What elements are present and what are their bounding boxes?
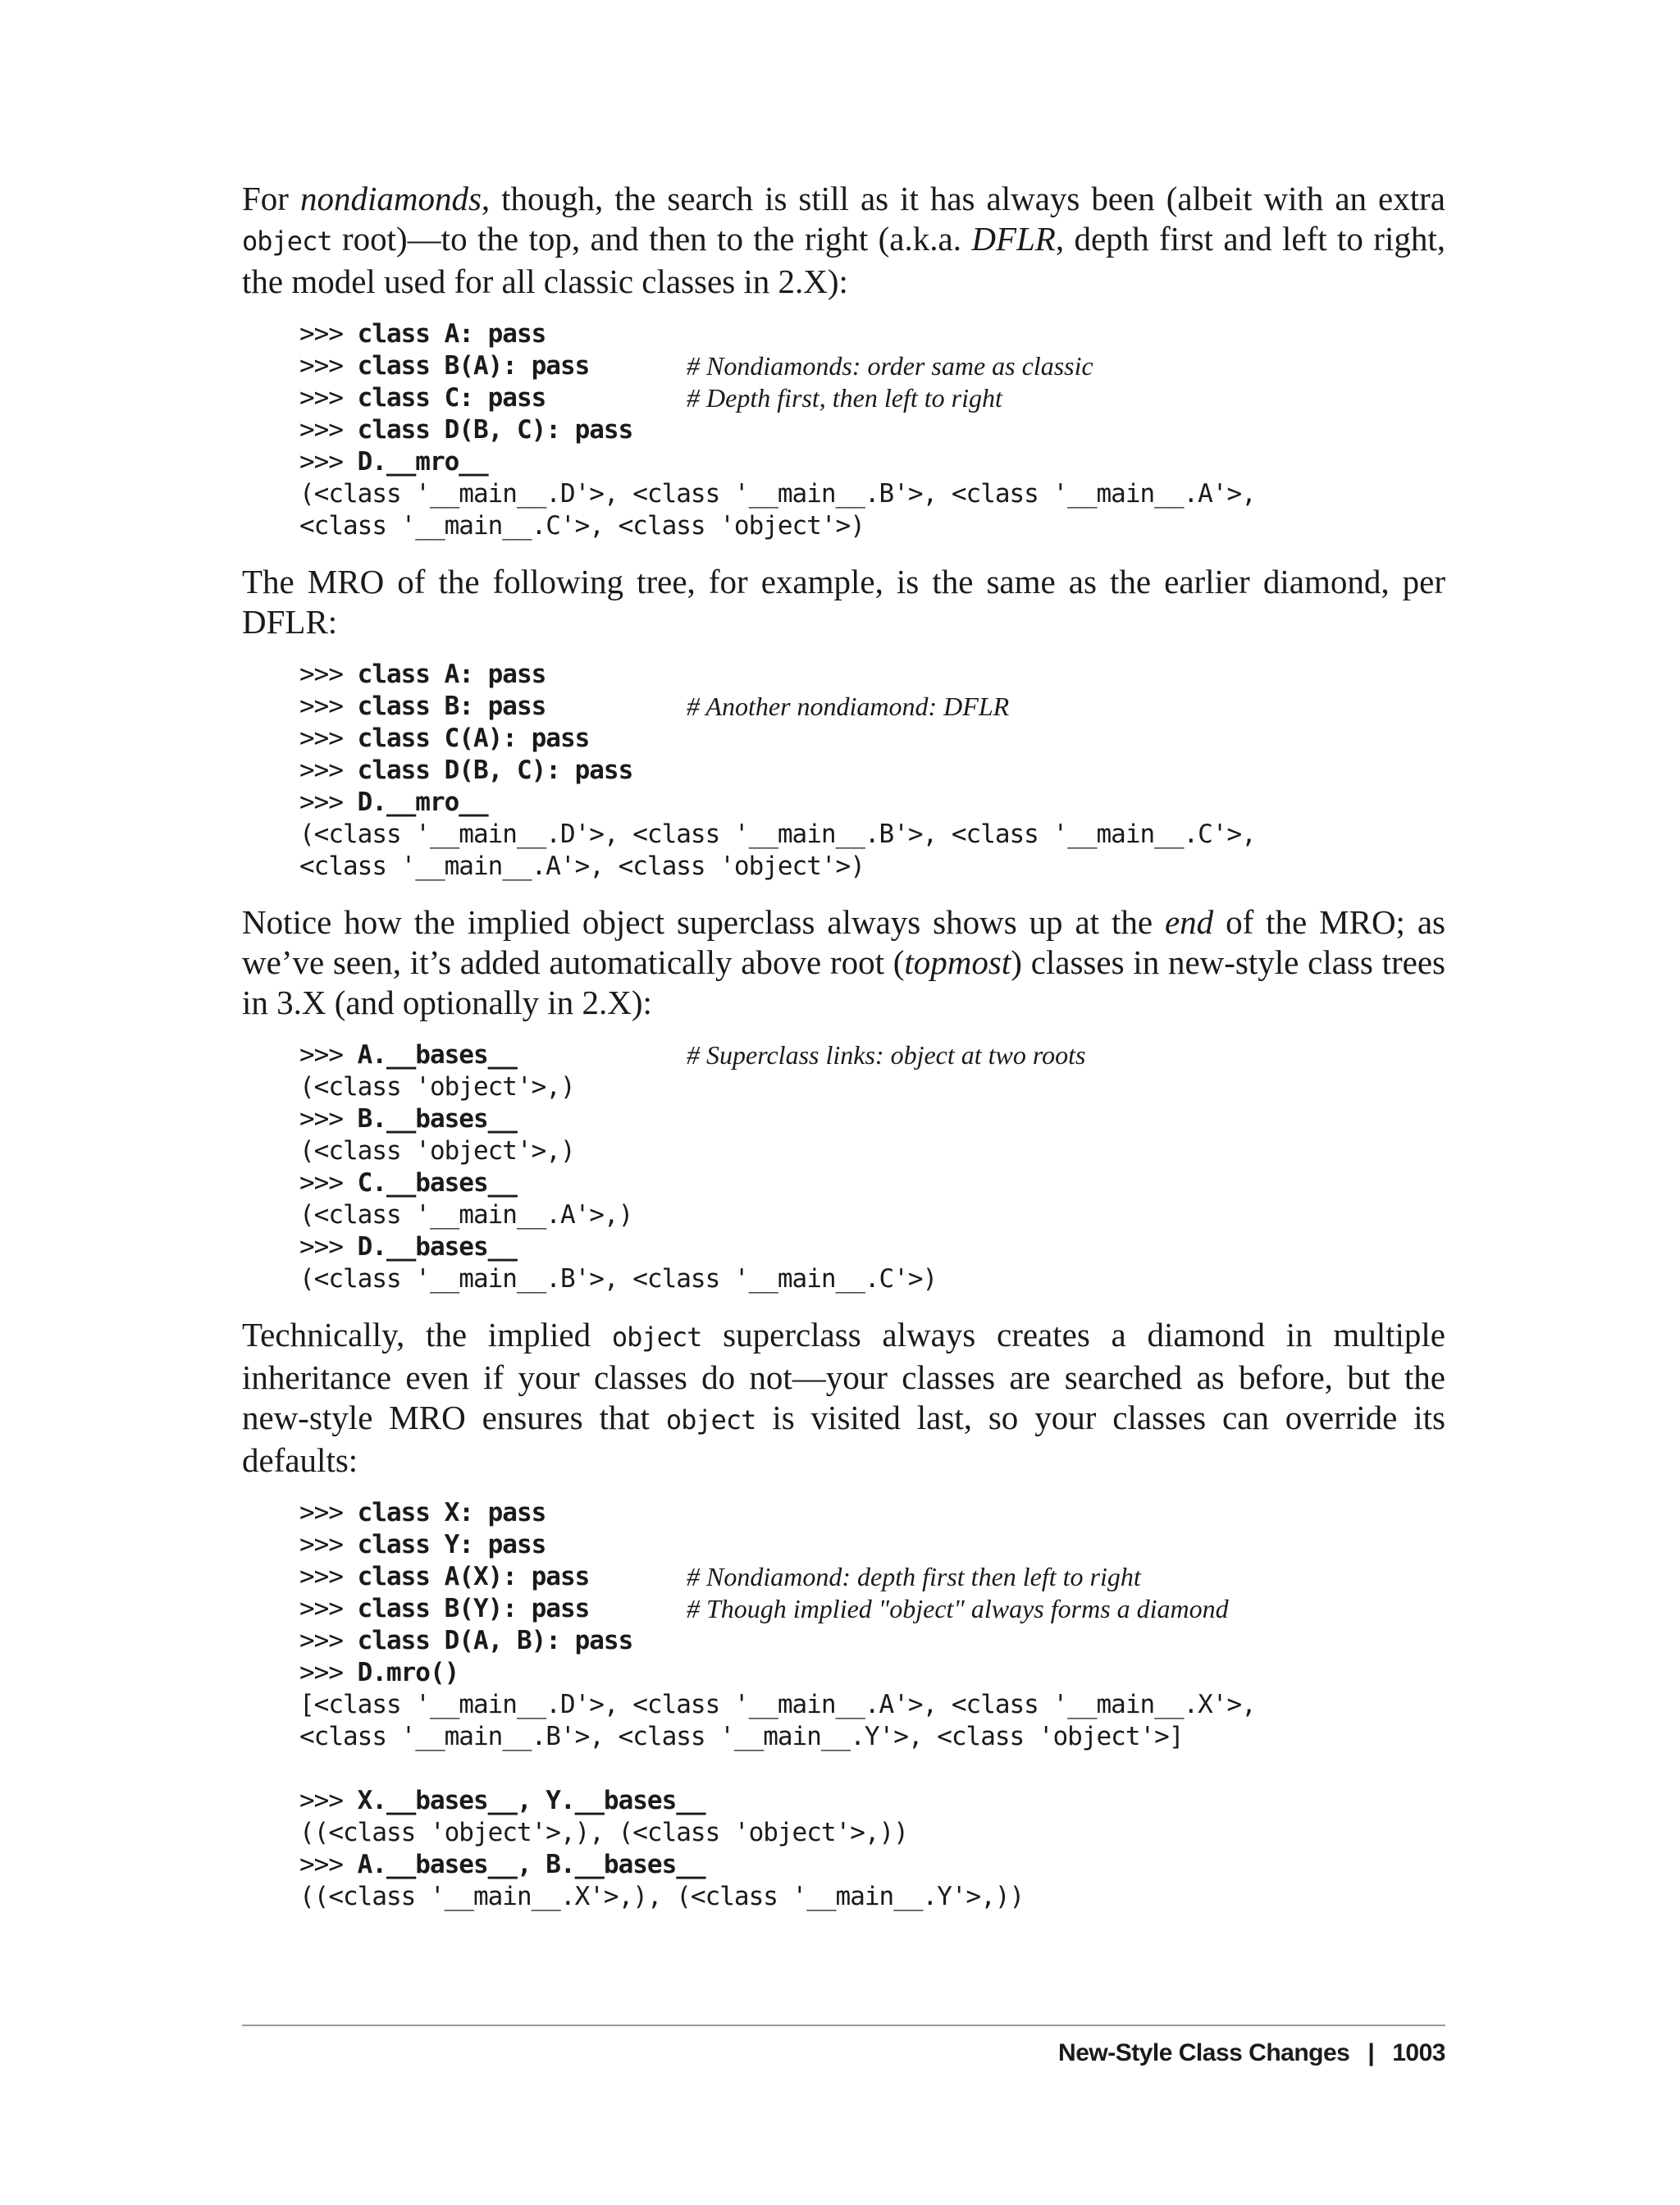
code-prompt: >>> bbox=[299, 1786, 358, 1815]
code-output-text: <class '__main__.A'>, <class 'object'>) bbox=[299, 851, 865, 881]
code-input-text: X.__bases__, Y.__bases__ bbox=[357, 1786, 705, 1815]
code-prompt: >>> bbox=[299, 1104, 358, 1134]
running-section-title: New-Style Class Changes bbox=[1058, 2039, 1350, 2066]
footer-rule bbox=[242, 2025, 1445, 2026]
code-output-text: (<class '__main__.D'>, <class '__main__.B'>, <class '__main__.A'>, bbox=[299, 479, 1256, 509]
code-output-text: (<class '__main__.B'>, <class '__main__.C'>) bbox=[299, 1264, 938, 1294]
code-prompt: >>> bbox=[299, 1658, 358, 1687]
page-body bbox=[242, 179, 1445, 1933]
code-input-text: class C(A): pass bbox=[357, 724, 590, 753]
code-input-text: class A: pass bbox=[357, 660, 546, 689]
code-input-text: D.__mro__ bbox=[357, 788, 488, 817]
code-output-line bbox=[299, 1881, 1445, 1913]
code-output-text: <class '__main__.C'>, <class 'object'>) bbox=[299, 511, 865, 541]
footer-separator: | bbox=[1367, 2039, 1375, 2066]
code-prompt: >>> bbox=[299, 447, 358, 477]
code-output-text: (<class '__main__.D'>, <class '__main__.B'>, <class '__main__.C'>, bbox=[299, 819, 1256, 849]
code-output-text: [<class '__main__.D'>, <class '__main__.A'>, <class '__main__.X'>, bbox=[299, 1690, 1256, 1719]
code-input-line bbox=[299, 723, 1445, 755]
code-input-line bbox=[299, 1497, 1445, 1529]
code-input-line bbox=[299, 659, 1445, 691]
code-input-line bbox=[299, 382, 1445, 414]
code-prompt: >>> bbox=[299, 692, 358, 721]
code-comment: # Another nondiamond: DFLR bbox=[687, 692, 1010, 721]
code-input-line bbox=[299, 1785, 1445, 1817]
code-input-text: class D(B, C): pass bbox=[357, 415, 633, 445]
code-comment: # Depth first, then left to right bbox=[687, 383, 1002, 413]
paragraph-technically: Technically, the implied object superclass always creates a diamond in multiple inheritance even if your classes do not—your classes are searched as before, but the new-style MRO ensures that object is visited last, so your classes can override its defaults: bbox=[242, 1316, 1446, 1479]
code-comment: # Superclass links: object at two roots bbox=[687, 1040, 1086, 1070]
code-prompt: >>> bbox=[299, 1232, 358, 1262]
code-input-line bbox=[299, 755, 1445, 787]
code-input-line bbox=[299, 1625, 1445, 1657]
code-prompt: >>> bbox=[299, 1530, 358, 1559]
code-input-line bbox=[299, 691, 1445, 723]
emphasis-end: end bbox=[1164, 903, 1214, 941]
code-block-2 bbox=[299, 659, 1445, 883]
code-input-text: class B(Y): pass bbox=[357, 1594, 590, 1623]
code-input-line bbox=[299, 1593, 1445, 1625]
code-input-text: B.__bases__ bbox=[357, 1104, 517, 1134]
code-output-line bbox=[299, 478, 1445, 510]
code-prompt: >>> bbox=[299, 660, 358, 689]
code-input-text: D.__bases__ bbox=[357, 1232, 517, 1262]
code-input-line bbox=[299, 1039, 1445, 1071]
code-block-4 bbox=[299, 1497, 1445, 1913]
code-block-3 bbox=[299, 1039, 1445, 1295]
emphasis-topmost: topmost bbox=[904, 943, 1011, 981]
code-output-line bbox=[299, 510, 1445, 542]
code-output-line bbox=[299, 1689, 1445, 1721]
inline-code-object: object bbox=[611, 1322, 702, 1353]
code-output-line bbox=[299, 1263, 1445, 1295]
code-output-line bbox=[299, 1071, 1445, 1103]
code-prompt: >>> bbox=[299, 788, 358, 817]
code-output-line bbox=[299, 1135, 1445, 1167]
code-output-text: ((<class '__main__.X'>,), (<class '__main__.Y'>,)) bbox=[299, 1882, 1025, 1911]
code-blank-line bbox=[299, 1753, 1445, 1785]
code-prompt: >>> bbox=[299, 1562, 358, 1591]
code-input-line bbox=[299, 446, 1445, 478]
code-output-line bbox=[299, 1199, 1445, 1231]
code-prompt: >>> bbox=[299, 1594, 358, 1623]
code-input-line bbox=[299, 1849, 1445, 1881]
inline-code-object: object bbox=[242, 226, 332, 257]
code-input-line bbox=[299, 1561, 1445, 1593]
code-input-text: class X: pass bbox=[357, 1498, 546, 1527]
code-output-line bbox=[299, 819, 1445, 851]
code-output-text: <class '__main__.B'>, <class '__main__.Y'>, <class 'object'>] bbox=[299, 1722, 1184, 1751]
code-output-text: (<class 'object'>,) bbox=[299, 1136, 575, 1166]
code-input-text: A.__bases__, B.__bases__ bbox=[357, 1850, 705, 1879]
code-output-text: (<class 'object'>,) bbox=[299, 1072, 575, 1102]
code-input-line bbox=[299, 1657, 1445, 1689]
code-input-text: class D(B, C): pass bbox=[357, 756, 633, 785]
code-input-text: D.__mro__ bbox=[357, 447, 488, 477]
page-number: 1003 bbox=[1392, 2039, 1445, 2066]
code-input-line bbox=[299, 1231, 1445, 1263]
code-input-text: class A: pass bbox=[357, 319, 546, 349]
paragraph-implied-object: Notice how the implied object superclass always shows up at the end of the MRO; as we’ve seen, it’s added automatically above root (topmost) classes in new-style class trees in 3.X (and optionally in 2.X): bbox=[242, 903, 1445, 1021]
code-prompt: >>> bbox=[299, 1626, 358, 1655]
code-prompt: >>> bbox=[299, 383, 358, 413]
code-input-line bbox=[299, 1529, 1445, 1561]
code-input-line bbox=[299, 350, 1445, 382]
code-input-text: C.__bases__ bbox=[357, 1168, 517, 1198]
code-input-text: class B(A): pass bbox=[357, 351, 590, 381]
code-input-text: class B: pass bbox=[357, 692, 546, 721]
code-prompt: >>> bbox=[299, 1040, 358, 1070]
code-input-line bbox=[299, 318, 1445, 350]
code-input-text: class D(A, B): pass bbox=[357, 1626, 633, 1655]
code-prompt: >>> bbox=[299, 756, 358, 785]
code-input-line bbox=[299, 787, 1445, 819]
page-footer bbox=[1058, 2039, 1445, 2067]
code-input-text: class Y: pass bbox=[357, 1530, 546, 1559]
code-output-text: ((<class 'object'>,), (<class 'object'>,)) bbox=[299, 1818, 908, 1847]
code-input-text: class C: pass bbox=[357, 383, 546, 413]
code-input-line bbox=[299, 414, 1445, 446]
emphasis-nondiamonds: nondiamonds bbox=[299, 180, 482, 217]
code-prompt: >>> bbox=[299, 724, 358, 753]
code-prompt: >>> bbox=[299, 319, 358, 349]
emphasis-dflr: DFLR bbox=[971, 220, 1056, 258]
inline-code-object: object bbox=[665, 1404, 756, 1436]
code-output-line bbox=[299, 1817, 1445, 1849]
code-output-line bbox=[299, 1721, 1445, 1753]
code-input-text: class A(X): pass bbox=[357, 1562, 590, 1591]
code-input-text: A.__bases__ bbox=[357, 1040, 517, 1070]
code-input-text: D.mro() bbox=[357, 1658, 459, 1687]
code-prompt: >>> bbox=[299, 1850, 358, 1879]
code-comment: # Though implied "object" always forms a diamond bbox=[687, 1594, 1229, 1623]
code-input-line bbox=[299, 1167, 1445, 1199]
code-output-text: (<class '__main__.A'>,) bbox=[299, 1200, 633, 1230]
code-prompt: >>> bbox=[299, 1168, 358, 1198]
code-prompt: >>> bbox=[299, 351, 358, 381]
code-input-line bbox=[299, 1103, 1445, 1135]
code-prompt: >>> bbox=[299, 415, 358, 445]
code-output-line bbox=[299, 851, 1445, 883]
paragraph-nondiamonds: For nondiamonds, though, the search is still as it has always been (albeit with an extra object root)—to the top, and then to the right (a.k.a. DFLR, depth first and left to right, the model used for all classic classes in 2.X): bbox=[242, 180, 1445, 300]
code-comment: # Nondiamond: depth first then left to right bbox=[687, 1562, 1141, 1591]
paragraph-mro-tree: The MRO of the following tree, for example, is the same as the earlier diamond, per DFLR: bbox=[242, 563, 1445, 641]
code-block-1 bbox=[299, 318, 1445, 542]
code-comment: # Nondiamonds: order same as classic bbox=[687, 351, 1093, 381]
code-prompt: >>> bbox=[299, 1498, 358, 1527]
